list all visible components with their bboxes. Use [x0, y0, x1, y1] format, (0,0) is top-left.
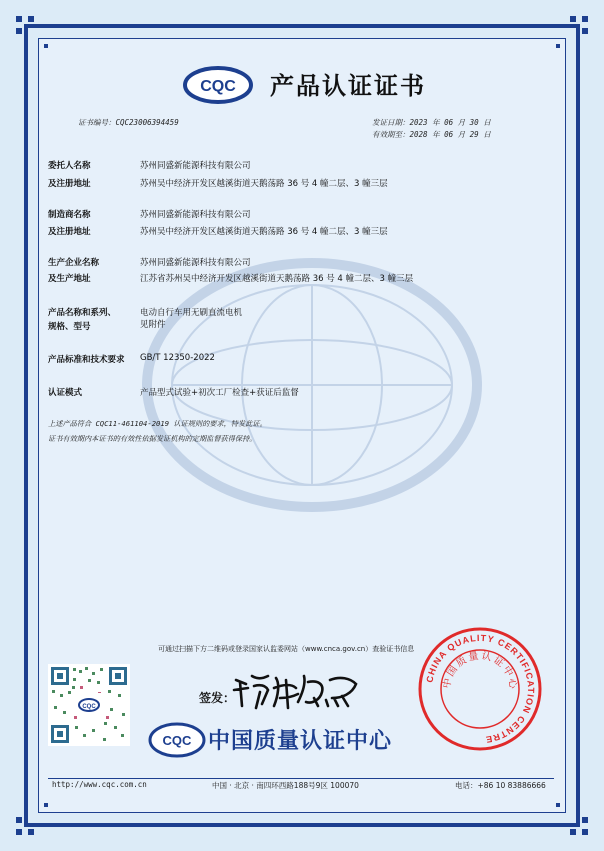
maker-address-value: 苏州吴中经济开发区越溪街道天鹅荡路 36 号 4 幢二层、3 幢三层 — [140, 227, 388, 237]
official-red-seal — [417, 626, 543, 752]
qr-code[interactable] — [48, 664, 130, 746]
client-name-label: 委托人名称 — [48, 161, 91, 171]
website-link[interactable]: http://www.cqc.com.cn — [52, 780, 147, 789]
cert-number: 证书编号：CQC23006394459 — [78, 118, 179, 127]
cqc-footer-logo — [147, 720, 207, 760]
cqc-globe-watermark — [140, 255, 485, 515]
compliance-statement: 上述产品符合 CQC11-461104-2019 认证规则的要求，特发此证。 — [48, 419, 267, 428]
issue-date: 发证日期：2023 年 06 月 30 日 — [372, 118, 491, 127]
handwritten-signature — [230, 668, 370, 712]
factory-address-value: 江苏省苏州吴中经济开发区越溪街道天鹅荡路 36 号 4 幢二层、3 幢三层 — [140, 274, 414, 284]
svg-text:CQC: CQC — [162, 733, 192, 748]
validity-statement: 证书有效期内本证书的有效性依据发证机构的定期监督获得保持。 — [48, 434, 257, 443]
product-value: 电动自行车用无刷直流电机 见附件 — [140, 308, 243, 330]
svg-text:CQC: CQC — [82, 704, 96, 710]
client-address-label: 及注册地址 — [48, 179, 91, 189]
organization-phone: 电话：+86 10 83886666 — [455, 781, 546, 790]
maker-name-value: 苏州同盛新能源科技有限公司 — [140, 210, 251, 220]
factory-name-label: 生产企业名称 — [48, 258, 100, 268]
maker-address-label: 及注册地址 — [48, 227, 91, 237]
issuing-organization: 中国质量认证中心 — [208, 729, 393, 754]
cqc-logo — [183, 66, 253, 104]
footer-divider — [48, 778, 554, 779]
cert-mode-value: 产品型式试验+初次工厂检查+获证后监督 — [140, 388, 299, 398]
client-address-value: 苏州吴中经济开发区越溪街道天鹅荡路 36 号 4 幢二层、3 幢三层 — [140, 179, 388, 189]
cert-mode-label: 认证模式 — [48, 388, 83, 398]
svg-text:CQC: CQC — [200, 78, 236, 95]
standard-label: 产品标准和技术要求 — [48, 355, 125, 365]
standard-value: GB/T 12350-2022 — [140, 353, 215, 363]
factory-address-label: 及生产地址 — [48, 274, 91, 284]
certificate-title: 产品认证证书 — [270, 72, 426, 100]
svg-text:中国质量认证中心: 中国质量认证中心 — [441, 650, 519, 692]
qr-verify-note: 可通过扫描下方二维码或登录国家认监委网站（www.cnca.gov.cn）查验证书信息 — [158, 645, 415, 653]
signature-label: 签发： — [199, 691, 236, 705]
maker-name-label: 制造商名称 — [48, 210, 91, 220]
client-name-value: 苏州同盛新能源科技有限公司 — [140, 161, 251, 171]
factory-name-value: 苏州同盛新能源科技有限公司 — [140, 258, 251, 268]
product-label: 产品名称和系列、 规格、型号 — [48, 308, 117, 332]
organization-address: 中国 · 北京 · 南四环西路188号9区 100070 — [212, 781, 359, 790]
svg-text:CHINA QUALITY CERTIFICATION CE: CHINA QUALITY CERTIFICATION CENTRE — [424, 632, 537, 745]
expiry-date: 有效期至：2028 年 06 月 29 日 — [372, 130, 491, 139]
